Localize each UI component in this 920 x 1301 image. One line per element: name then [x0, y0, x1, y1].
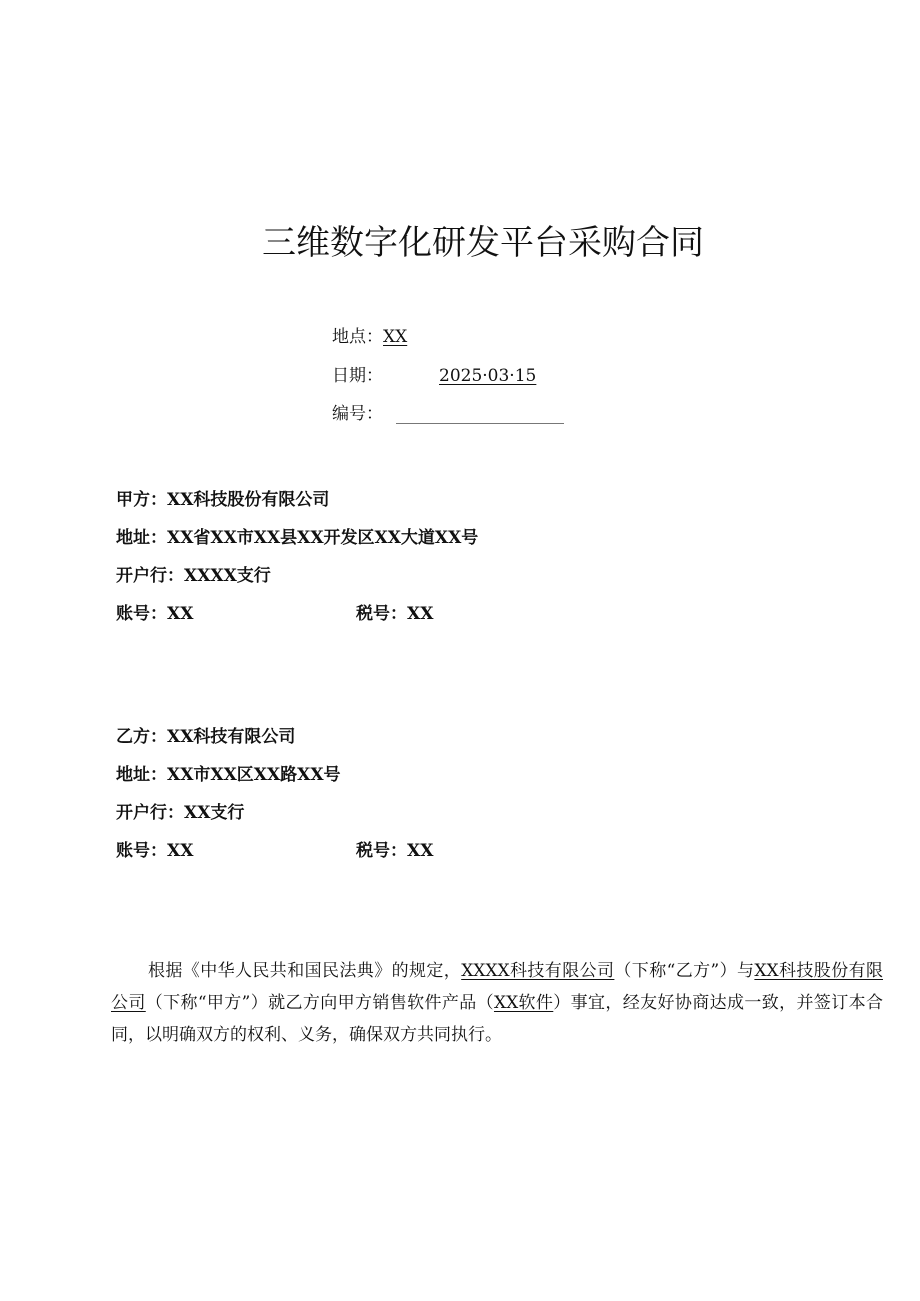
number-row: [332, 404, 564, 424]
party-b-name-value: XX科技有限公司: [167, 727, 296, 747]
party-b-account-row: [116, 841, 193, 861]
party-a-account-value: XX: [167, 604, 194, 624]
party-a-name-value: XX科技股份有限公司: [167, 490, 330, 510]
party-b-tax-value: XX: [407, 841, 434, 861]
party-a-tax-label: 税号：: [356, 604, 407, 624]
party-b-address-value: XX市XX区XX路XX号: [167, 765, 341, 785]
date-value: 2025·03·15: [439, 366, 537, 386]
location-label: 地点：: [332, 327, 383, 347]
location-row: [332, 327, 407, 347]
preamble-text-3: （下称“甲方”）就乙方向甲方销售软件产品（: [145, 993, 494, 1013]
preamble-paragraph: [111, 955, 883, 1051]
party-b-tax-row: [356, 841, 433, 861]
party-a-account-row: [116, 604, 193, 624]
date-label: 日期：: [332, 366, 383, 386]
party-a-tax-value: XX: [407, 604, 434, 624]
party-a-address-label: 地址：: [116, 528, 167, 548]
date-row: [332, 366, 536, 386]
number-blank-line: [396, 409, 564, 424]
party-a-address-value: XX省XX市XX县XX开发区XX大道XX号: [167, 528, 479, 548]
number-label: 编号：: [332, 404, 383, 424]
contract-title: 三维数字化研发平台采购合同: [262, 223, 704, 263]
location-value: XX: [383, 327, 408, 347]
party-b-address-label: 地址：: [116, 765, 167, 785]
party-a-bank-row: [116, 566, 271, 586]
preamble-party-b: XXXX科技有限公司: [461, 961, 615, 981]
preamble-text-4: ）事宜，经友好协商达成一致，并签订本合同，以明确双方的权利、义务，确保双方共同执行。: [111, 993, 884, 1045]
party-b-name-label: 乙方：: [116, 727, 167, 747]
party-a-name-row: [116, 490, 329, 510]
party-a-name-label: 甲方：: [116, 490, 167, 510]
party-a-address-row: [116, 528, 478, 548]
party-a-bank-value: XXXX支行: [184, 566, 271, 586]
party-a-tax-row: [356, 604, 433, 624]
party-b-name-row: [116, 727, 295, 747]
party-b-address-row: [116, 765, 341, 785]
party-b-bank-value: XX支行: [184, 803, 245, 823]
party-b-account-value: XX: [167, 841, 194, 861]
party-a-account-label: 账号：: [116, 604, 167, 624]
party-a-bank-label: 开户行：: [116, 566, 184, 586]
preamble-party-a: XX科技股份有限公司: [111, 961, 883, 1013]
party-b-tax-label: 税号：: [356, 841, 407, 861]
preamble-text-2: （下称“乙方”）与: [614, 961, 755, 981]
party-b-account-label: 账号：: [116, 841, 167, 861]
preamble-product: XX软件: [493, 993, 554, 1013]
party-b-bank-row: [116, 803, 244, 823]
party-b-bank-label: 开户行：: [116, 803, 184, 823]
preamble-text-1: 根据《中华人民共和国民法典》的规定，: [148, 961, 462, 981]
